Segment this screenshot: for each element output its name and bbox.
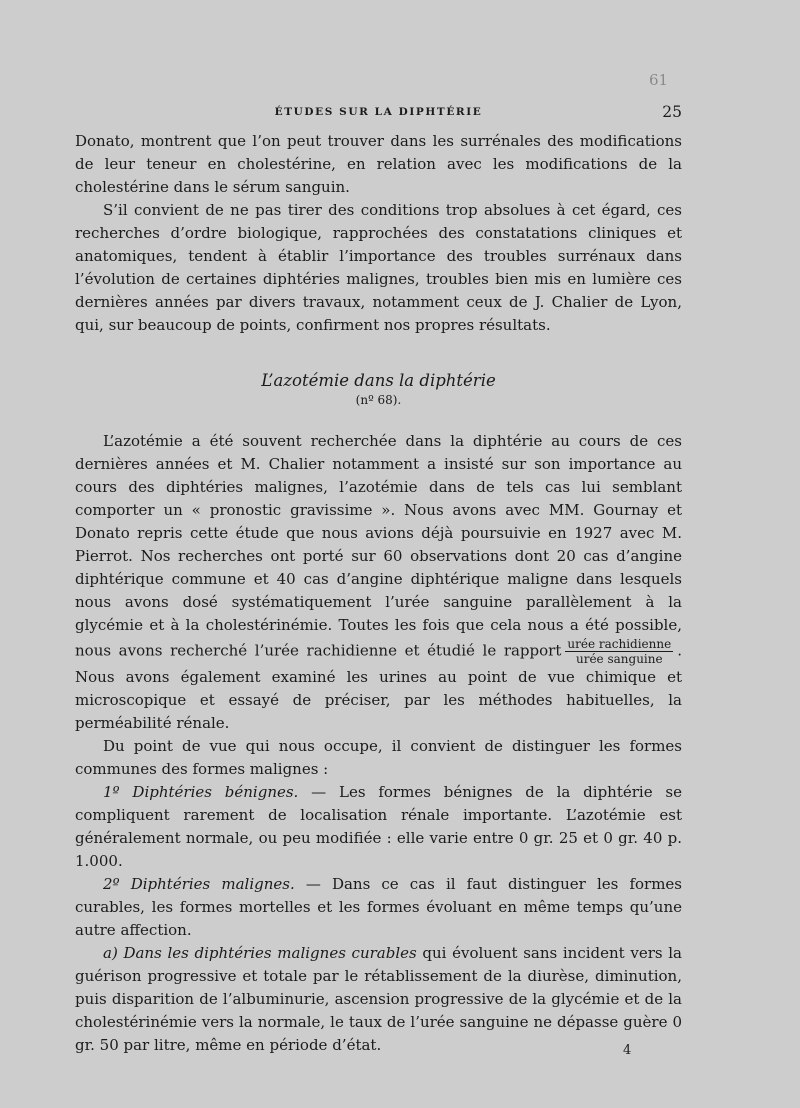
- subheading-benign: 1º Diphtéries bénignes.: [103, 783, 299, 801]
- fraction-numerator: urée rachidienne: [567, 637, 672, 651]
- page-header: [75, 103, 682, 126]
- fraction-denominator: urée sanguine: [575, 652, 663, 666]
- body-text: [75, 130, 682, 1057]
- paragraph-text: . Nous avons également examiné les urines au point de vue chimique et microscopique et essayé de préciser, par les méthodes habituelles, la perméabilité rénale.: [75, 641, 682, 732]
- spacer: [75, 408, 682, 430]
- paragraph-malignant-forms: [75, 873, 682, 942]
- paragraph-text: qui évoluent sans incident vers la guérison progressive et totale par le rétablissement de la diurèse, diminution, puis disparition de l’albuminurie, ascension progressive de la glycémie et de la cholestérinémie vers la normale, le taux de l’urée sanguine ne dépasse guère 0 gr. 50 par litre, même en période d’état.: [75, 944, 682, 1054]
- paragraph-distinction: Du point de vue qui nous occupe, il convient de distinguer les formes communes des formes malignes :: [75, 737, 682, 778]
- subheading-curable: a) Dans les diphtéries malignes curables: [103, 944, 417, 962]
- paragraph-surrenal-conclusion: S’il convient de ne pas tirer des conditions trop absolues à cet égard, ces recherches d’ordre biologique, rapprochées des constatations cliniques et anatomiques, tendent à établir l’importance des troubles surrénaux dans l’évolution de certaines diphtéries malignes, troubles bien mis en lumière ces dernières années par divers travaux, notamment ceux de J. Chalier de Lyon, qui, sur beaucoup de points, confirment nos propres résultats.: [75, 201, 682, 334]
- section-reference: (nº 68).: [355, 393, 402, 407]
- paragraph-azotemie-intro: [75, 430, 682, 735]
- margin-annotation: 61: [649, 71, 669, 89]
- paragraph-text: — Dans ce cas il faut distinguer les formes curables, les formes mortelles et les formes évoluant en même temps qu’une autre affection.: [75, 875, 682, 939]
- page-number: 25: [662, 103, 682, 121]
- paragraph-text: L’azotémie a été souvent recherchée dans la diphtérie au cours de ces dernières années et M. Chalier notamment a insisté sur son importance au cours des diphtéries malignes, l’azotémie dans de tels cas lui semblant comporter un « pronostic gravissime ». Nous avons avec MM. Gournay et Donato repris cette étude que nous avions déjà poursuivie en 1927 avec M. Pierrot. Nos recherches ont porté sur 60 observations dont 20 cas d’angine diphtérique commune et 40 cas d’angine diphtérique maligne dans lesquels nous avons dosé systématiquement l’urée sanguine parallèlement à la glycémie et à la cholestérinémie. Toutes les fois que cela nous a été possible, nous avons recherché l’urée rachidienne et étudié le rapport: [75, 432, 682, 660]
- section-heading: L’azotémie dans la diphtérie: [261, 371, 496, 390]
- paragraph-continuation: Donato, montrent que l’on peut trouver dans les surrénales des modifications de leur teneur en cholestérine, en relation avec les modifications de la cholestérine dans le sérum sanguin.: [75, 132, 682, 196]
- signature-mark: 4: [623, 1043, 632, 1058]
- paragraph-benign-forms: [75, 781, 682, 873]
- ratio-fraction: [565, 637, 673, 666]
- paragraph-text: — Les formes bénignes de la diphtérie se compliquent rarement de localisation rénale importante. L’azotémie est généralement normale, ou peu modifiée : elle varie entre 0 gr. 25 et 0 gr. 40 p. 1.000.: [75, 783, 682, 870]
- paragraph-curable-malignant: [75, 942, 682, 1057]
- subheading-malignant: 2º Diphtéries malignes.: [103, 875, 295, 893]
- running-head: ÉTUDES SUR LA DIPHTÉRIE: [274, 106, 483, 118]
